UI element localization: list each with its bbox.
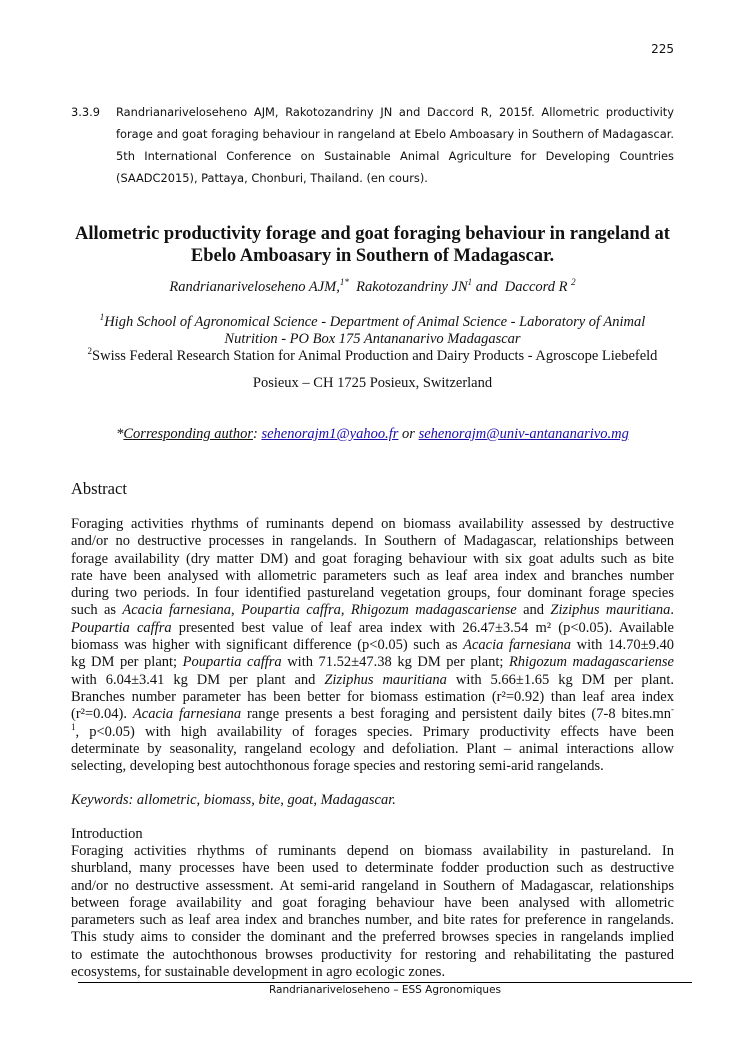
- species-name: Rhigozum madagascariense: [350, 602, 517, 619]
- introduction-line: parameters such as leaf area index and branches number, and bite rates for preference in rangelands.: [71, 912, 674, 929]
- abstract-line: and/or no destructive processes in rangelands. In Southern of Madagascar, relationships between: [71, 533, 674, 550]
- reference-entry: [71, 101, 674, 189]
- introduction-line: This study aims to consider the dominant and the preferred browses species in rangelands implied: [71, 929, 674, 946]
- text-run: with 5.66±1.65 kg DM per plant.: [446, 671, 675, 688]
- species-name: Acacia farnesiana: [463, 637, 572, 654]
- species-name: Ziziphus mauritiana: [324, 671, 447, 688]
- text-run: , p<0.05) with high availability of forages species. Primary productivity effects have been: [75, 723, 674, 740]
- corresponding-star: *: [116, 426, 124, 442]
- abstract-line: [71, 721, 674, 741]
- affiliation-line: High School of Agronomical Science - Department of Animal Science - Laboratory of Animal: [104, 314, 646, 330]
- abstract-line: [71, 602, 674, 619]
- abstract-line: [71, 637, 674, 654]
- email-link-2[interactable]: sehenorajm@univ-antananarivo.mg: [418, 426, 629, 442]
- text-run: with 71.52±47.38 kg DM per plant;: [281, 654, 509, 671]
- reference-line: 5th International Conference on Sustainable Animal Agriculture for Developing Countries: [116, 149, 674, 163]
- corresponding-colon: :: [252, 426, 258, 442]
- text-run: with 6.04±3.41 kg DM per plant and: [71, 671, 325, 688]
- species-name: Acacia farnesiana: [132, 706, 242, 723]
- corresponding-or: or: [402, 426, 415, 442]
- species-name: Poupartia caffra: [71, 619, 172, 636]
- keywords: Keywords: allometric, biomass, bite, goat, Madagascar.: [71, 792, 396, 808]
- introduction-line: and/or no destructive assessment. At semi-arid rangeland in Southern of Madagascar, relationships: [71, 877, 674, 894]
- species-name: Ziziphus mauritiana: [550, 602, 671, 619]
- abstract-line: forage availability (dry matter DM) and goat foraging behaviour with six goat adults such as bite: [71, 550, 674, 567]
- paper-title-line: Allometric productivity forage and goat foraging behaviour in rangeland at: [75, 224, 670, 244]
- affiliation-1: [71, 314, 674, 348]
- text-run: ,: [340, 602, 345, 619]
- author-name: Randrianariveloseheno AJM,: [169, 279, 340, 295]
- abstract-line: [71, 672, 674, 689]
- author-list: [71, 279, 674, 296]
- footer-divider: [78, 982, 692, 983]
- species-name: Rhigozum madagascariense: [508, 654, 674, 671]
- paper-title: [71, 223, 674, 267]
- affiliation-2: [71, 348, 674, 365]
- introduction-line: Foraging activities rhythms of ruminants depend on biomass availability in pastureland. In: [71, 843, 674, 859]
- text-run: with 14.70±9.40: [571, 637, 674, 654]
- text-run: .: [670, 602, 675, 619]
- abstract-line: determinate by seasonality, rangeland ecology and defoliation. Plant – animal interactions allow: [71, 740, 674, 757]
- affiliation-line: Nutrition - PO Box 175 Antananarivo Madagascar: [224, 331, 521, 347]
- species-name: Poupartia caffra: [182, 654, 282, 671]
- reference-line: Randrianariveloseheno AJM, Rakotozandriny JN and Daccord R, 2015f. Allometric productivity: [116, 105, 674, 119]
- introduction-line: ecosystems, for sustainable development in agro ecologic zones.: [71, 964, 446, 981]
- introduction-heading: Introduction: [71, 826, 143, 842]
- abstract-line: during two periods. In four identified pastureland vegetation groups, four dominant forage species: [71, 585, 674, 602]
- paper-title-line: Ebelo Amboasary in Southern of Madagascar.: [190, 246, 555, 266]
- species-name: Poupartia caffra: [241, 602, 341, 619]
- author-affiliation-mark: 1: [467, 277, 473, 288]
- text-run: ,: [231, 602, 235, 619]
- text-run: such as: [71, 602, 123, 619]
- text-run: presented best value of leaf area index with 26.47±3.54 m² (p<0.05). Available: [171, 619, 674, 636]
- abstract-line: rate have been analysed with allometric parameters such as leaf area index and branches number: [71, 567, 674, 584]
- introduction-body: [71, 843, 674, 981]
- abstract-line: selecting, developing best autochthonous forage species and restoring semi-arid rangelands.: [71, 758, 604, 775]
- abstract-line: [71, 620, 674, 637]
- superscript: 1: [71, 721, 76, 732]
- reference-line: (SAADC2015), Pattaya, Chonburi, Thailand. (en cours).: [116, 171, 428, 185]
- reference-number: 3.3.9: [71, 105, 100, 119]
- author-name: Rakotozandriny JN: [356, 279, 468, 295]
- author-affiliation-mark: 2: [571, 277, 576, 288]
- text-run: (r²=0.04).: [71, 706, 133, 723]
- abstract-line: [71, 654, 674, 671]
- affiliation-mark: 1: [99, 312, 105, 323]
- abstract-body: [71, 516, 674, 775]
- introduction-line: to estimate the autochthonous browses productivity for restoring and rehabilitating the pastured: [71, 946, 674, 963]
- superscript: -: [671, 704, 674, 715]
- corresponding-label: Corresponding author: [123, 426, 253, 442]
- text-run: biomass was higher with significant difference (p<0.05) such as: [71, 637, 464, 654]
- abstract-line: [71, 706, 674, 723]
- introduction-line: shurbland, many processes have been used to determinate fodder production such as destructive: [71, 860, 674, 877]
- affiliation-line: Swiss Federal Research Station for Animal Production and Dairy Products - Agroscope Liebefeld: [92, 348, 658, 364]
- affiliation-mark: 2: [87, 346, 93, 357]
- corresponding-author: [71, 426, 674, 443]
- introduction-line: between forage availability and goat foraging behaviour have been analysed with allometric: [71, 894, 674, 911]
- abstract-line: Foraging activities rhythms of ruminants depend on biomass availability assessed by destructive: [71, 516, 674, 532]
- footer-text: Randrianariveloseheno – ESS Agronomiques: [268, 984, 501, 996]
- email-link-1[interactable]: sehenorajm1@yahoo.fr: [261, 426, 399, 442]
- species-name: Acacia farnesiana: [122, 602, 232, 619]
- author-conjunction: and: [475, 279, 498, 295]
- author-name: Daccord R: [504, 279, 568, 295]
- author-affiliation-mark: 1*: [339, 277, 349, 288]
- abstract-line: Branches number parameter has been better for biomass estimation (r²=0.92) than leaf area index: [71, 688, 674, 705]
- text-run: kg DM per plant;: [71, 654, 183, 671]
- affiliation-line: Posieux – CH 1725 Posieux, Switzerland: [252, 375, 493, 391]
- text-run: and: [523, 602, 545, 619]
- text-run: range presents a best foraging and persistent daily bites (7-8 bites.mn: [241, 706, 671, 723]
- page-number: 225: [651, 42, 674, 56]
- abstract-heading: Abstract: [71, 479, 127, 498]
- reference-line: forage and goat foraging behaviour in rangeland at Ebelo Amboasary in Southern of Madagascar.: [116, 127, 674, 141]
